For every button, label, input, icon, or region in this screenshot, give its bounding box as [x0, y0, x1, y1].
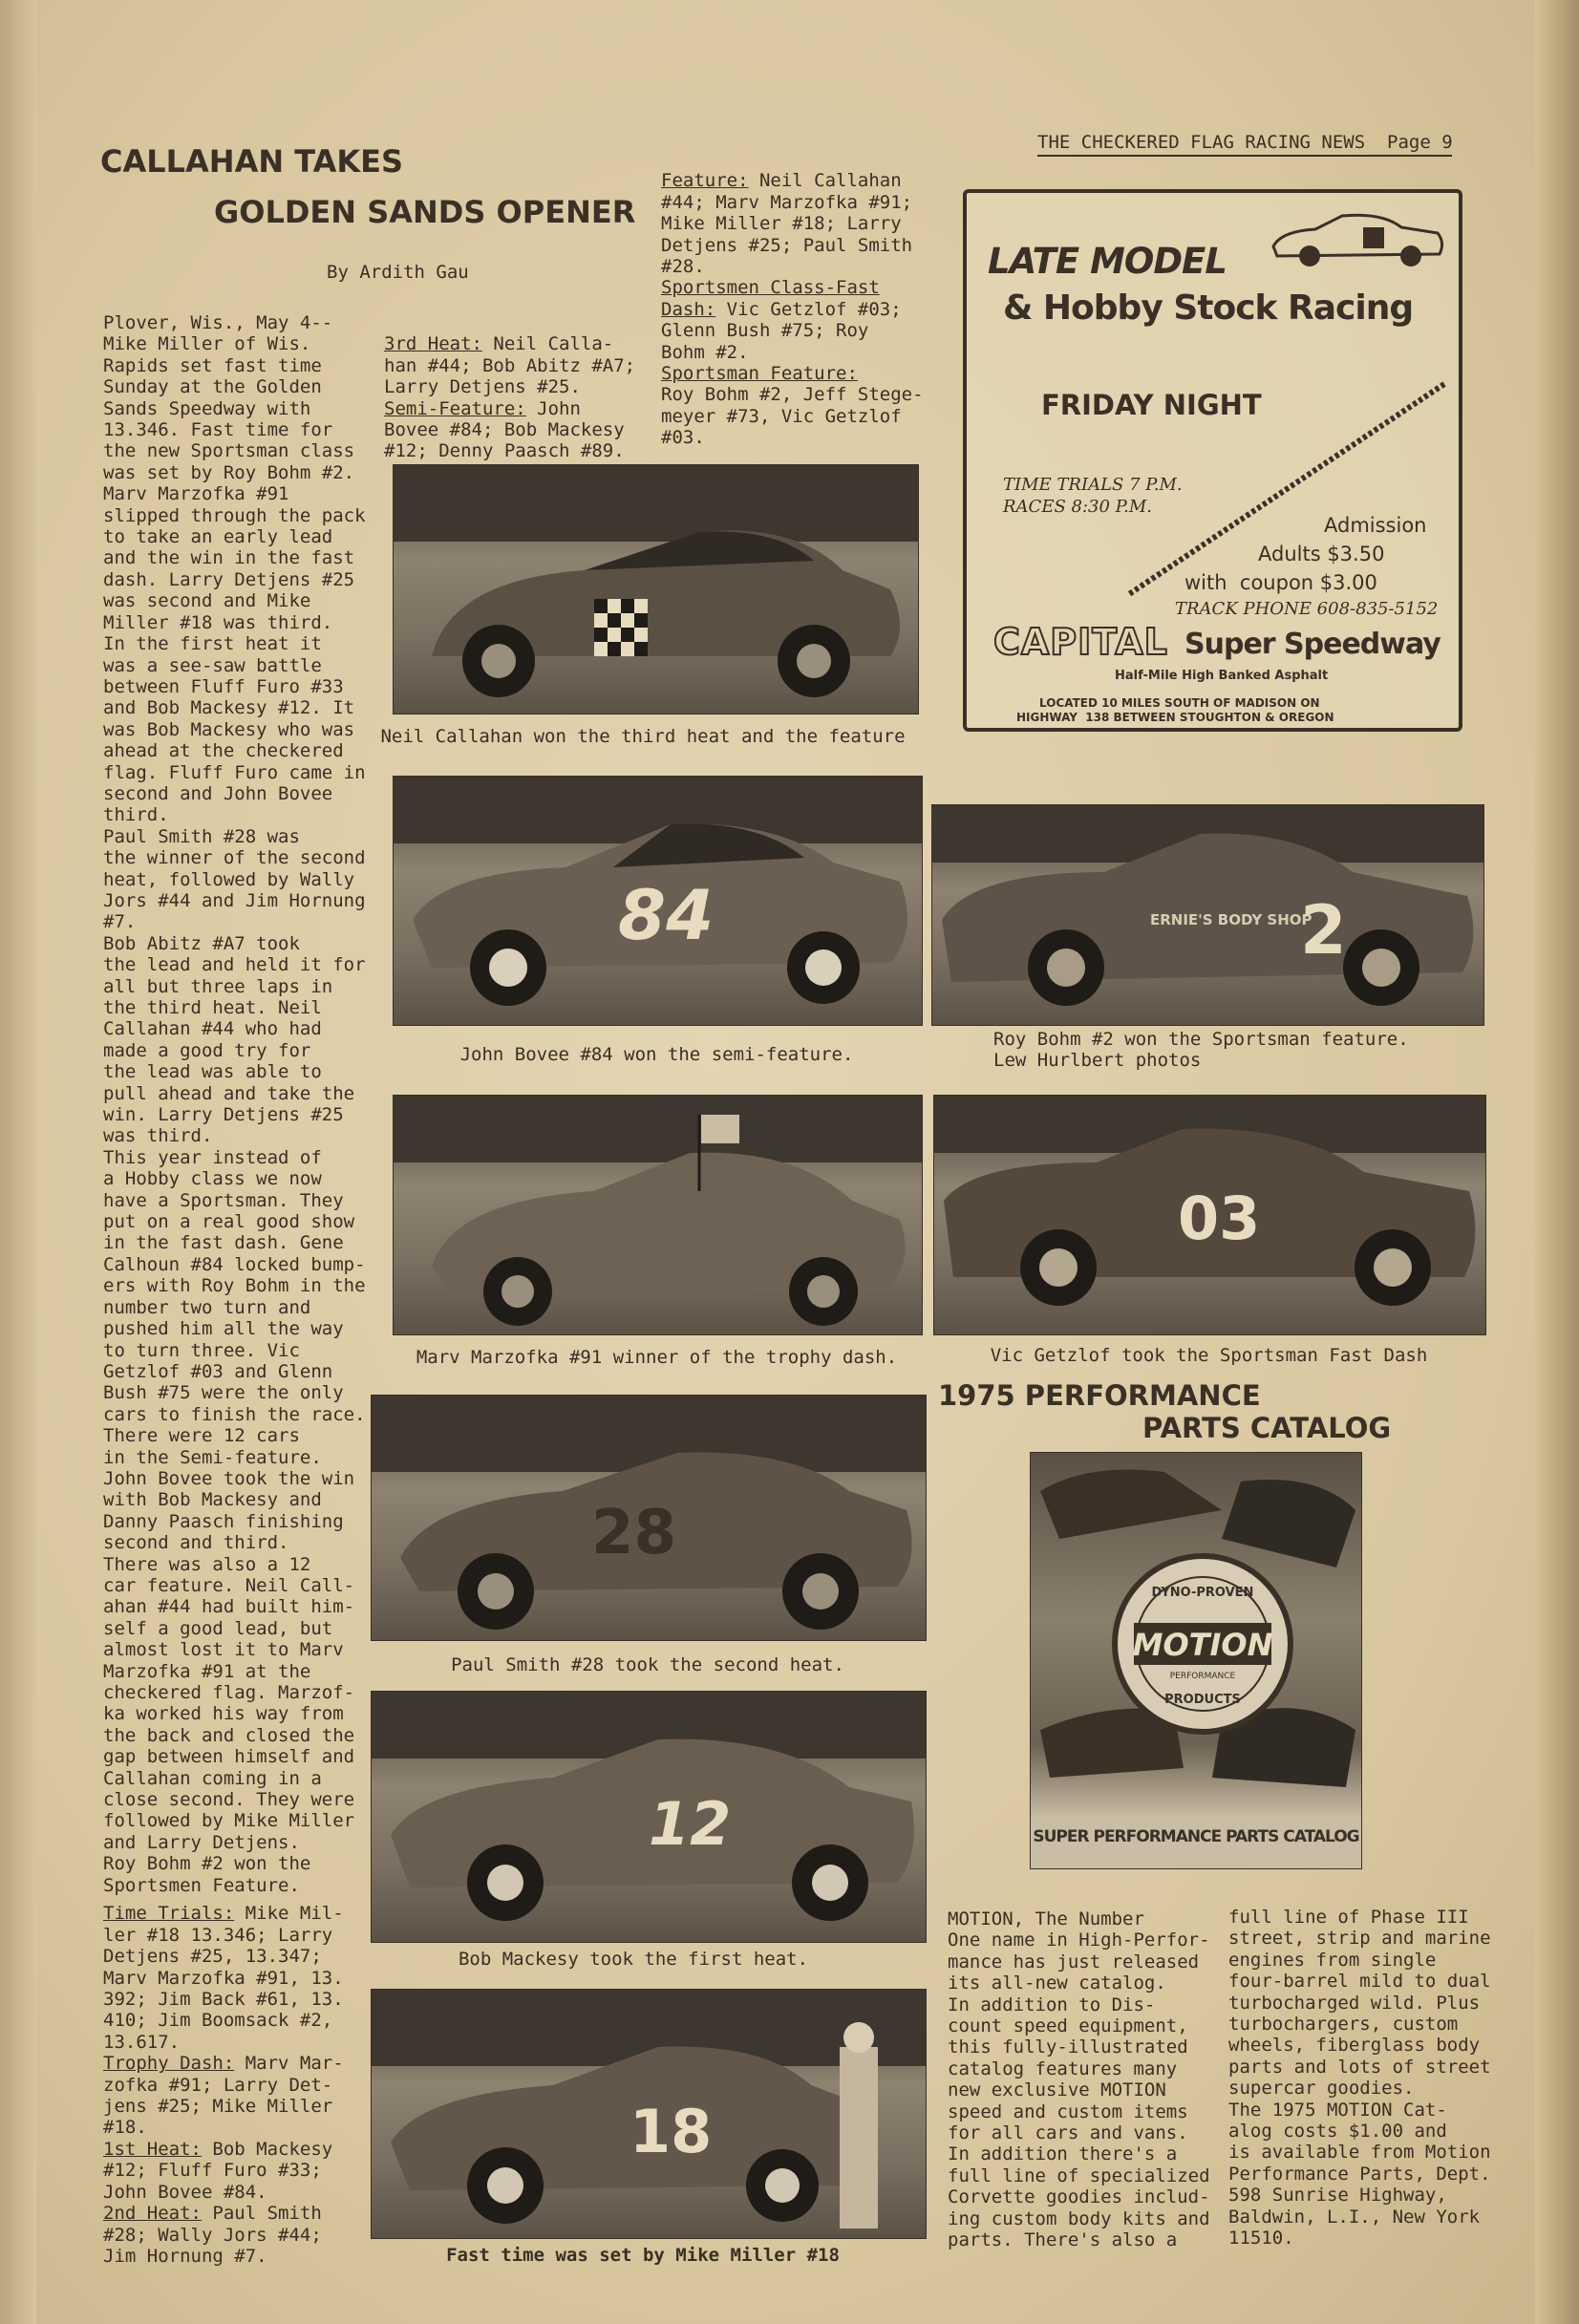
caption-photo3: Roy Bohm #2 won the Sportsman feature. Lew Hurlbert photos — [993, 1029, 1409, 1071]
headline-line1: CALLAHAN TAKES — [100, 143, 404, 180]
results-column-2 — [384, 312, 642, 462]
catalog-cover-footer: SUPER PERFORMANCE PARTS CATALOG — [1033, 1827, 1359, 1846]
badge-performance: PERFORMANCE — [1169, 1672, 1236, 1681]
ad-tagline: Half-Mile High Banked Asphalt — [1115, 669, 1329, 683]
result-time-trials: Time Trials: Mike Mil- ler #18 13.346; Larry Detjens #25, 13.347; Marv Marzofka #91, 13. 392; Jim Back #61, 13. 410; Jim Boomsack #2, 13.617. — [103, 1903, 344, 2053]
ad-times-line2: RACES 8:30 P.M. — [1003, 497, 1152, 517]
motion-heading-line1: 1975 PERFORMANCE — [938, 1379, 1261, 1412]
ad-phone: TRACK PHONE 608-835-5152 — [1175, 599, 1439, 619]
ad-title-line2: & Hobby Stock Racing — [1003, 288, 1414, 328]
car-number-12: 12 — [649, 1789, 732, 1859]
ad-times-line1: TIME TRIALS 7 P.M. — [1003, 475, 1183, 495]
photo-getzlof-car — [933, 1095, 1486, 1335]
car-number-18: 18 — [629, 2097, 713, 2166]
photo-marzofka-car — [393, 1095, 923, 1335]
article-column-1: Plover, Wis., May 4-- Mike Miller of Wis. Rapids set fast time Sunday at the Golden Sands Speedway with 13.346. Fast time for the new Sportsman class was set by Roy Bohm #2. Marv Marzofka #91 slipped through the pack to take an early lead and the win in the fast dash. Larry Detjens #25 was second and Mike Miller #18 was third. In the first heat it was a see-saw battle between Fluff Furo #33 and Bob Mackesy #12. It was Bob Mackesy who was ahead at the checkered flag. Fluff Furo came in second and John Bovee third. Paul Smith #28 was the winner of the second heat, followed by Wally Jors #44 and Jim Hornung #7. Bob Abitz #A7 took the lead and held it for all but three laps in the third heat. Neil Callahan #44 who had made a good try for the lead was able to pull ahead and take the win. Larry Detjens #25 was third. This year instead of a Hobby class we now have a Sportsman. They put on a real good show in the fast dash. Gene Calhoun #84 locked bump- ers with Roy Bohm in the number two turn and pushed him all the way to turn three. Vic Getzlof #03 and Glenn Bush #75 were the only cars to finish the race. There were 12 cars in the Semi-feature. John Bovee took the win with Bob Mackesy and Danny Paasch finishing second and third. There was also a 12 car feature. Neil Call- ahan #44 had built him- self a good lead, but almost lost it to Marv Marzofka #91 at the checkered flag. Marzof- ka worked his way from the back and closed the gap between himself and Callahan coming in a close second. They were followed by Mike Miller and Larry Detjens. Roy Bohm #2 won the Sportsmen Feature. — [103, 312, 366, 1896]
photo-smith-car — [371, 1395, 927, 1641]
result-third-heat: 3rd Heat: Neil Calla- han #44; Bob Abitz #A7; Larry Detjens #25. — [384, 333, 636, 398]
result-sportsmen-fast-dash: Sportsmen Class-Fast Dash: Vic Getzlof #03; Glenn Bush #75; Roy Bohm #2. — [661, 277, 902, 363]
ad-title-line1: LATE MODEL — [988, 241, 1227, 282]
ad-location-line2: HIGHWAY 138 BETWEEN STOUGHTON & OREGON — [1016, 711, 1334, 724]
catalog-cover-art — [1031, 1453, 1361, 1816]
ad-night: FRIDAY NIGHT — [1041, 389, 1262, 421]
ad-brand-super-speedway: Super Speedway — [1184, 628, 1440, 661]
badge-products: PRODUCTS — [1164, 1693, 1241, 1707]
ad-admission: Admission — [1324, 514, 1427, 537]
badge-motion: MOTION — [1132, 1627, 1273, 1663]
caption-photo6: Paul Smith #28 took the second heat. — [451, 1654, 844, 1675]
car-number-84: 84 — [618, 875, 715, 955]
caption-photo2: John Bovee #84 won the semi-feature. — [459, 1044, 854, 1065]
headline-line2: GOLDEN SANDS OPENER — [214, 194, 636, 230]
car-number-28: 28 — [591, 1498, 677, 1568]
photo-mackesy-car — [371, 1691, 927, 1943]
caption-photo5: Vic Getzlof took the Sportsman Fast Dash — [990, 1345, 1428, 1366]
result-second-heat: 2nd Heat: Paul Smith #28; Wally Jors #44; Jim Hornung #7. — [103, 2203, 322, 2267]
motion-text-column-2: full line of Phase III street, strip and marine engines from single four-barrel mild to dual turbocharged wild. Plus turbochargers, custom wheels, fiberglass body parts and lots of street supercar goodies. The 1975 MOTION Cat- alog costs $1.00 and is available from Motion Performance Parts, Dept. 598 Sunrise Highway, Baldwin, L.I., New York 11510. — [1228, 1907, 1491, 2249]
photo-bohm-car — [931, 804, 1484, 1026]
results-column-1 — [103, 1882, 380, 2267]
result-trophy-dash: Trophy Dash: Marv Mar- zofka #91; Larry Det- jens #25; Mike Miller #18. — [103, 2053, 344, 2139]
result-sportsman-feature: Sportsman Feature: Roy Bohm #2, Jeff Stege- meyer #73, Vic Getzlof #03. — [661, 363, 924, 449]
page-edge-left — [0, 0, 36, 2324]
running-header: THE CHECKERED FLAG RACING NEWS Page 9 — [1037, 132, 1452, 157]
motion-text-column-1: MOTION, The Number One name in High-Perfor- mance has just released its all-new catalog. In addition to Dis- count speed equipment, this fully-illustrated catalog features many new exclusive MOTION speed and custom items for all cars and vans. In addition there's a full line of specialized Corvette goodies includ- ing custom body kits and parts. There's also a — [948, 1908, 1210, 2251]
ad-location-line1: LOCATED 10 MILES SOUTH OF MADISON ON — [1039, 696, 1320, 710]
motion-catalog-cover — [1030, 1452, 1362, 1869]
ad-adult-price: Adults $3.50 — [1258, 543, 1385, 565]
result-feature: Feature: Neil Callahan #44; Marv Marzofka #91; Mike Miller #18; Larry Detjens #25; Paul Smith #28. — [661, 170, 913, 278]
byline: By Ardith Gau — [327, 262, 469, 283]
ad-capital-speedway — [963, 189, 1462, 732]
caption-photo8: Fast time was set by Mike Miller #18 — [446, 2245, 840, 2266]
caption-photo7: Bob Mackesy took the first heat. — [458, 1949, 809, 1970]
result-semi-feature: Semi-Feature: John Bovee #84; Bob Mackesy #12; Denny Paasch #89. — [384, 397, 625, 462]
car-sign-ernies: ERNIE'S BODY SHOP — [1150, 911, 1312, 928]
photo-bovee-car — [393, 776, 923, 1026]
caption-photo4: Marv Marzofka #91 winner of the trophy dash. — [416, 1347, 898, 1368]
photo-miller-car — [371, 1989, 927, 2239]
race-car-illustration — [1268, 204, 1449, 271]
motion-heading-line2: PARTS CATALOG — [1142, 1412, 1392, 1444]
ad-coupon-price: with coupon $3.00 — [1184, 571, 1377, 594]
badge-dyno-proven: DYNO-PROVEN — [1151, 1586, 1254, 1600]
page-edge-right — [1535, 0, 1579, 2324]
caption-photo1: Neil Callahan won the third heat and the feature — [380, 726, 906, 747]
results-column-3 — [661, 149, 938, 449]
ad-brand-capital: CAPITAL — [993, 621, 1168, 663]
result-first-heat: 1st Heat: Bob Mackesy #12; Fluff Furo #33; John Bovee #84. — [103, 2138, 333, 2203]
photo-callahan-car — [393, 464, 919, 714]
car-number-2: 2 — [1300, 891, 1347, 970]
car-number-03: 03 — [1178, 1183, 1261, 1253]
